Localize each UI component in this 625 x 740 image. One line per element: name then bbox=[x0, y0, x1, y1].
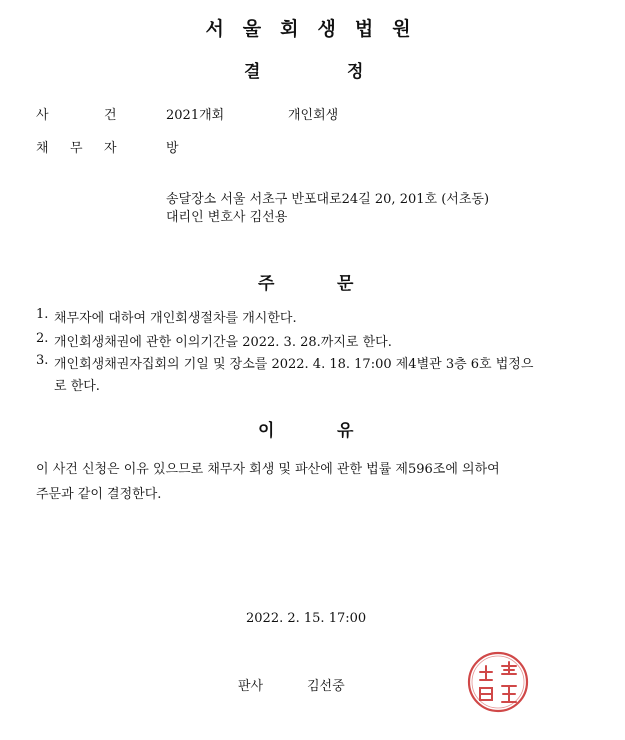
doc-title-left: 결 bbox=[244, 62, 261, 82]
case-number: 2021개회 bbox=[166, 108, 225, 123]
order-text: 개인회생채권에 관한 이의기간을 2022. 3. 28.까지로 한다. bbox=[54, 335, 392, 350]
court-name: 서울회생법원 bbox=[205, 18, 430, 40]
order-heading-left: 주 bbox=[258, 274, 275, 294]
order-text: 채무자에 대하여 개인회생절차를 개시한다. bbox=[54, 311, 297, 326]
decision-date: 2022. 2. 15. 17:00 bbox=[246, 611, 367, 626]
reason-heading-right: 유 bbox=[337, 421, 354, 441]
order-num: 2. bbox=[36, 331, 49, 346]
order-text: 개인회생채권자집회의 기일 및 장소를 2022. 4. 18. 17:00 제4별관 3층 6호 법정으 bbox=[54, 357, 534, 372]
service-address: 송달장소 서울 서초구 반포대로24길 20, 201호 (서초동) bbox=[166, 192, 490, 207]
order-num: 1. bbox=[36, 307, 49, 322]
debtor-name: 방 bbox=[166, 141, 179, 156]
order-text-cont: 로 한다. bbox=[54, 379, 100, 394]
judge-seal-icon bbox=[466, 650, 530, 714]
reason-line: 주문과 같이 결정한다. bbox=[36, 487, 162, 502]
reason-heading-left: 이 bbox=[258, 421, 275, 441]
case-type: 개인회생 bbox=[288, 108, 339, 123]
reason-line: 이 사건 신청은 이유 있으므로 채무자 회생 및 파산에 관한 법률 제596조에 의하여 bbox=[36, 462, 500, 477]
order-heading-right: 문 bbox=[337, 274, 354, 294]
doc-title-right: 정 bbox=[347, 62, 364, 82]
judge-name: 김선중 bbox=[307, 679, 345, 694]
judge-title: 판사 bbox=[238, 679, 264, 694]
order-num: 3. bbox=[36, 353, 49, 368]
agent: 대리인 변호사 김선용 bbox=[166, 210, 288, 225]
